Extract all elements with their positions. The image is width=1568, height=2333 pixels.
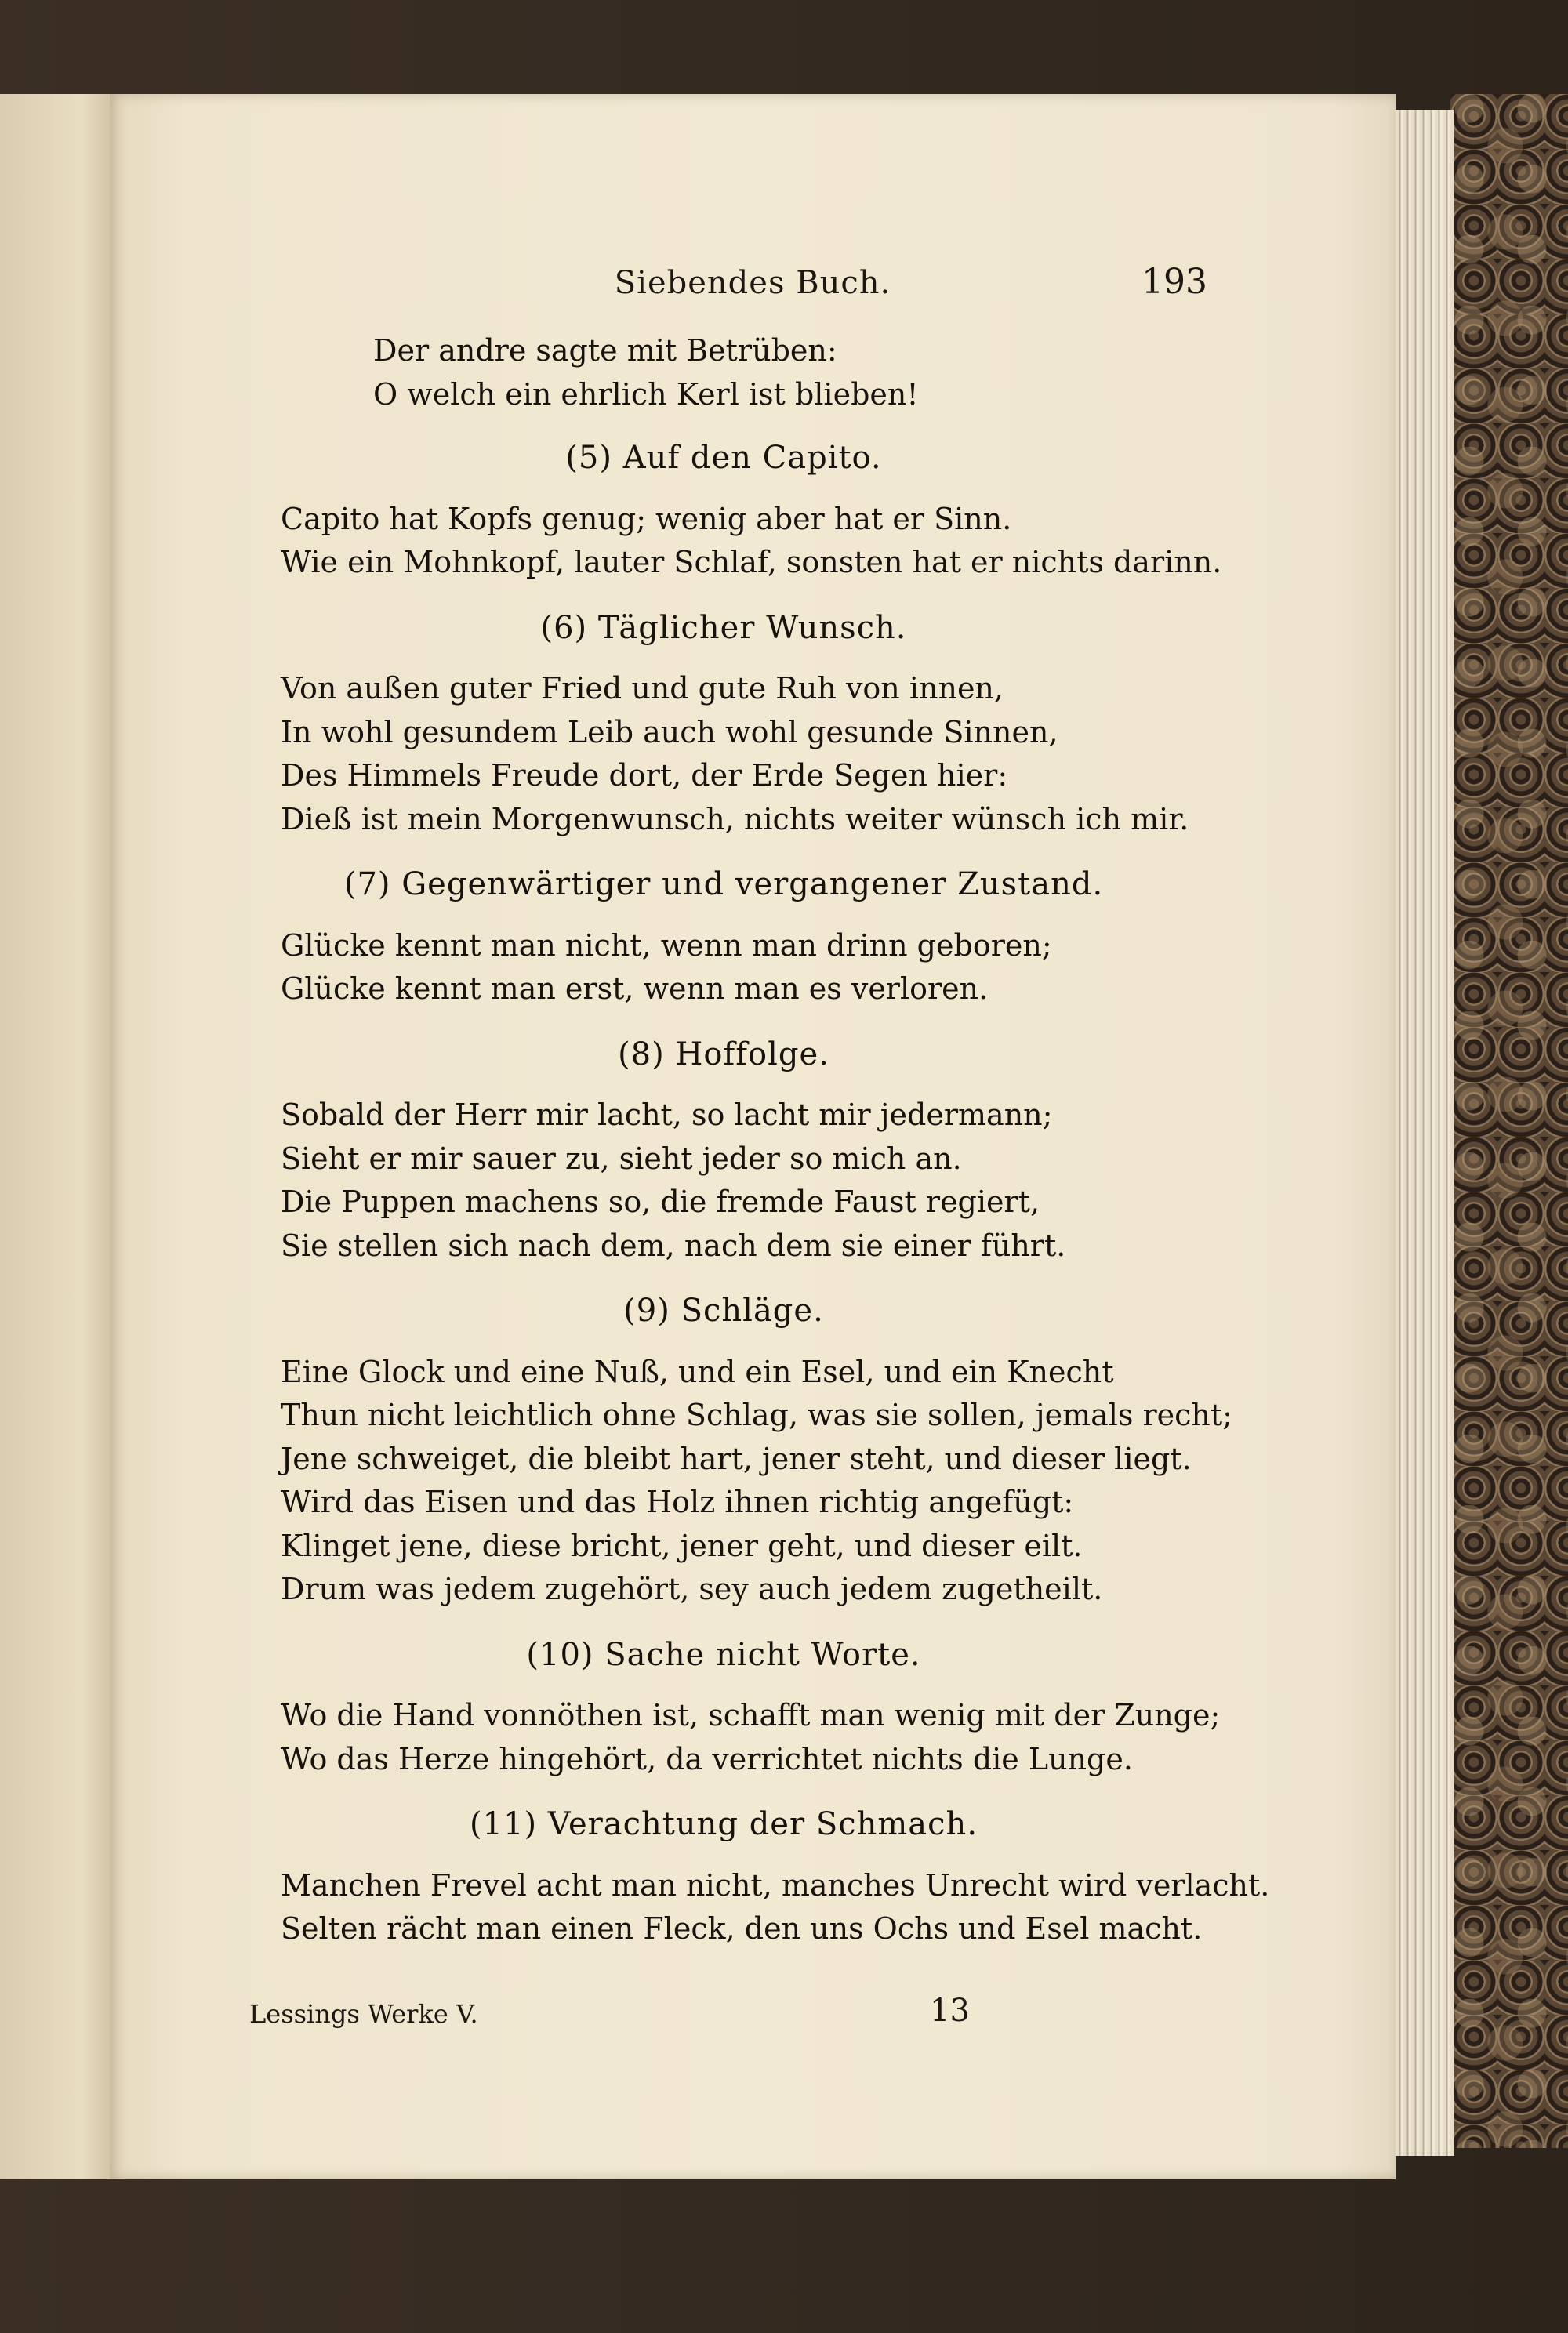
running-head: Siebendes Buch. [614, 265, 891, 301]
section-heading: (9) Schläge. [623, 1293, 824, 1329]
section-heading: (10) Sache nicht Worte. [526, 1636, 921, 1673]
sheet-number: 13 [930, 1993, 970, 2029]
poem-section [281, 1864, 1270, 1951]
poem-section [281, 1694, 1221, 1781]
verse-line: Jene schweiget, die bleibt hart, jener steht, und dieser liegt. [281, 1441, 1192, 1476]
verse-line: Wo das Herze hingehört, da verrichtet nichts die Lunge. [281, 1741, 1133, 1776]
verse-line: Wo die Hand vonnöthen ist, schafft man wenig mit der Zunge; [281, 1698, 1221, 1733]
poem-section [281, 498, 1222, 585]
poem-section [281, 1094, 1167, 1268]
intro-verse [281, 329, 1167, 416]
page-number: 193 [1142, 262, 1207, 302]
verse-line: Die Puppen machens so, die fremde Faust regiert, [281, 1185, 1040, 1219]
verse-line: Wird das Eisen und das Holz ihnen richtig angefügt: [281, 1485, 1074, 1519]
section-heading: (5) Auf den Capito. [565, 440, 882, 476]
verse-line: Sobald der Herr mir lacht, so lacht mir jedermann; [281, 1098, 1053, 1132]
page-text [281, 329, 1270, 1951]
verse-line: Capito hat Kopfs genug; wenig aber hat er Sinn. [281, 501, 1012, 536]
verse-line: Wie ein Mohnkopf, lauter Schlaf, sonsten hat er nichts darinn. [281, 545, 1222, 579]
section-heading: (8) Hoffolge. [618, 1036, 829, 1072]
section-heading: (7) Gegenwärtiger und vergangener Zustand. [343, 866, 1104, 902]
verse-line: Manchen Frevel acht man nicht, manches Unrecht wird verlacht. [281, 1867, 1270, 1903]
verse-line: In wohl gesundem Leib auch wohl gesunde Sinnen, [281, 714, 1058, 749]
verse-line: Klinget jene, diese bricht, jener geht, und dieser eilt. [281, 1528, 1083, 1563]
verse-line: Drum was jedem zugehört, sey auch jedem zugetheilt. [281, 1572, 1103, 1606]
verse-line: Glücke kennt man nicht, wenn man drinn geboren; [281, 927, 1052, 963]
poem-section [281, 1351, 1232, 1612]
section-heading: (11) Verachtung der Schmach. [469, 1806, 978, 1842]
verse-line: Der andre sagte mit Betrüben: [373, 333, 837, 368]
poem-section [281, 924, 1167, 1011]
book-page [110, 94, 1396, 2179]
signature-line: Lessings Werke V. [249, 1999, 478, 2029]
verse-line: Thun nicht leichtlich ohne Schlag, was sie sollen, jemals recht; [281, 1398, 1232, 1432]
verse-line: Selten rächt man einen Fleck, den uns Ochs und Esel macht. [281, 1911, 1203, 1946]
facing-page-edge [0, 94, 118, 2179]
verse-line: Von außen guter Fried und gute Ruh von innen, [281, 671, 1004, 706]
poem-section [281, 667, 1189, 841]
verse-line: O welch ein ehrlich Kerl ist blieben! [373, 376, 919, 412]
marbled-cover-edge [1450, 94, 1568, 2148]
verse-line: Sie stellen sich nach dem, nach dem sie einer führt. [281, 1228, 1066, 1263]
section-heading: (6) Täglicher Wunsch. [540, 609, 907, 646]
verse-line: Eine Glock und eine Nuß, und ein Esel, und ein Knecht [281, 1354, 1114, 1389]
verse-line: Sieht er mir sauer zu, sieht jeder so mich an. [281, 1141, 962, 1176]
verse-line: Des Himmels Freude dort, der Erde Segen hier: [281, 758, 1008, 793]
verse-line: Glücke kennt man erst, wenn man es verloren. [281, 971, 989, 1006]
verse-line: Dieß ist mein Morgenwunsch, nichts weiter wünsch ich mir. [281, 801, 1189, 836]
